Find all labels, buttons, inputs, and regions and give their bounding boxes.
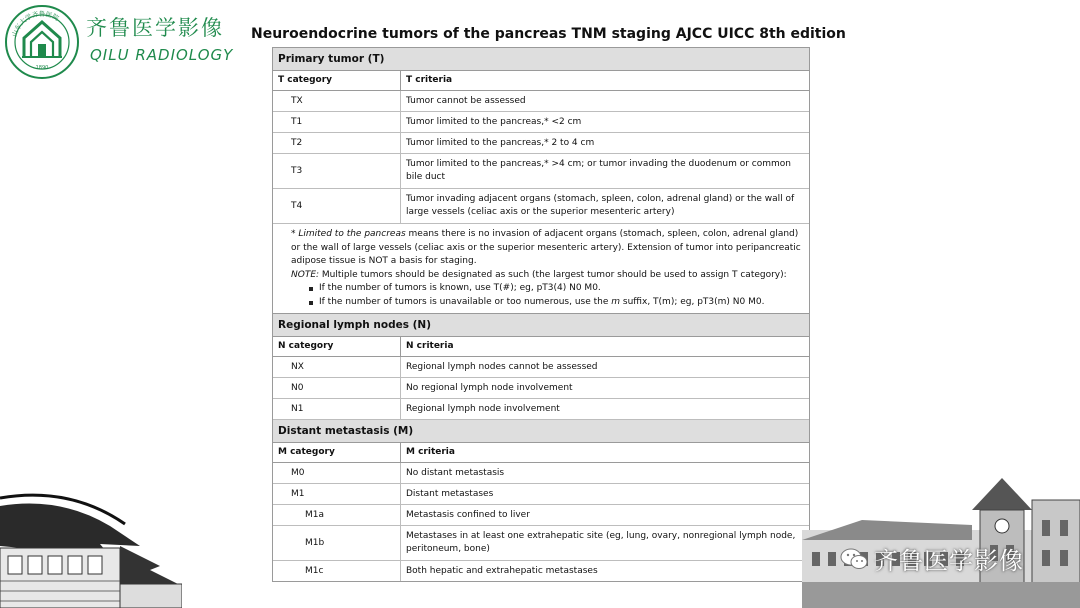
column-header-criteria: M criteria xyxy=(406,447,455,457)
note-text: Multiple tumors should be designated as such (the largest tumor should be used to assign T category): xyxy=(319,269,787,280)
table-row xyxy=(273,561,809,581)
footnote-paragraph xyxy=(291,228,804,269)
building-sketch-left xyxy=(0,486,182,608)
column-header-criteria: T criteria xyxy=(406,75,453,85)
column-header-criteria: N criteria xyxy=(406,341,454,351)
criteria-cell: No distant metastasis xyxy=(406,467,505,478)
seal-text: 山东大学齐鲁医院 xyxy=(10,9,61,38)
category-cell: M1b xyxy=(273,526,401,560)
watermark-text: 齐鲁医学影像 xyxy=(874,547,1024,575)
column-header-row xyxy=(273,443,809,463)
logo-name-en: QILU RADIOLOGY xyxy=(90,46,234,64)
category-cell: TX xyxy=(273,91,401,111)
category-cell: N0 xyxy=(273,378,401,398)
category-cell: M1c xyxy=(273,561,401,581)
criteria-cell: Both hepatic and extrahepatic metastases xyxy=(406,565,598,576)
table-row xyxy=(273,484,809,505)
criteria-cell: Metastases in at least one extrahepatic site (eg, lung, ovary, nonregional lymph node, peritoneum, bone) xyxy=(406,531,796,554)
criteria-cell: Metastasis confined to liver xyxy=(406,509,530,520)
hospital-seal-icon xyxy=(4,4,80,80)
logo xyxy=(0,0,240,84)
table-row xyxy=(273,154,809,189)
column-header-category: T category xyxy=(273,71,401,90)
page-title: Neuroendocrine tumors of the pancreas TNM staging AJCC UICC 8th edition xyxy=(251,26,846,42)
footnote xyxy=(273,224,809,314)
criteria-cell: Tumor limited to the pancreas,* >4 cm; or tumor invading the duodenum or common bile duct xyxy=(406,159,791,182)
criteria-cell: Tumor limited to the pancreas,* <2 cm xyxy=(406,116,582,127)
table-row xyxy=(273,526,809,561)
criteria-cell: Regional lymph node involvement xyxy=(406,403,560,414)
category-cell: N1 xyxy=(273,399,401,419)
category-cell: M0 xyxy=(273,463,401,483)
list-item xyxy=(319,296,804,310)
criteria-cell: Tumor cannot be assessed xyxy=(406,95,526,106)
category-cell: T2 xyxy=(273,133,401,153)
watermark xyxy=(840,541,1024,576)
category-cell: NX xyxy=(273,357,401,377)
table-row xyxy=(273,112,809,133)
category-cell: M1a xyxy=(273,505,401,525)
list-item xyxy=(319,282,804,296)
tnm-table xyxy=(272,47,810,582)
section-heading-metastasis: Distant metastasis (M) xyxy=(273,420,809,443)
category-cell: M1 xyxy=(273,484,401,504)
column-header-row xyxy=(273,71,809,91)
footnote-italic: Limited to the pancreas xyxy=(298,229,406,239)
criteria-cell: Tumor limited to the pancreas,* 2 to 4 cm xyxy=(406,137,595,148)
logo-name-cn: 齐鲁医学影像 xyxy=(86,16,224,40)
section-heading-lymph-nodes: Regional lymph nodes (N) xyxy=(273,314,809,337)
criteria-cell: No regional lymph node involvement xyxy=(406,382,573,393)
note-label: NOTE: xyxy=(291,269,320,280)
criteria-cell: Regional lymph nodes cannot be assessed xyxy=(406,361,598,372)
category-cell: T4 xyxy=(273,189,401,223)
section-heading-primary-tumor: Primary tumor (T) xyxy=(273,48,809,71)
table-row xyxy=(273,189,809,224)
table-row xyxy=(273,505,809,526)
note-list xyxy=(291,282,804,309)
column-header-category: N category xyxy=(273,337,401,356)
table-row xyxy=(273,378,809,399)
table-row xyxy=(273,399,809,420)
table-row xyxy=(273,91,809,112)
category-cell: T1 xyxy=(273,112,401,132)
wechat-icon xyxy=(840,547,868,571)
category-cell: T3 xyxy=(273,154,401,188)
table-row xyxy=(273,357,809,378)
footnote-text: means there is no invasion of adjacent organs (stomach, spleen, colon, adrenal gland) or the wall of large vessels (celiac axis or the superior mesenteric artery). Extension of tumor into peripancreatic adipose tissue is NOT a basis for staging. xyxy=(291,229,801,266)
table-row xyxy=(273,463,809,484)
note-paragraph xyxy=(291,269,804,283)
column-header-row xyxy=(273,337,809,357)
table-row xyxy=(273,133,809,154)
building-sketch-right xyxy=(802,470,1080,608)
footnote-star: * xyxy=(291,229,296,239)
list-item-italic: m xyxy=(611,296,621,307)
criteria-cell: Distant metastases xyxy=(406,488,494,499)
seal-year: 1890 xyxy=(35,65,49,71)
criteria-cell: Tumor invading adjacent organs (stomach, spleen, colon, adrenal gland) or the wall of large vessels (celiac axis or the superior mesenteric artery) xyxy=(406,194,795,217)
list-item-text-b: suffix, T(m); eg, pT3(m) N0 M0. xyxy=(620,296,765,307)
list-item-text-a: If the number of tumors is unavailable or too numerous, use the xyxy=(319,296,612,307)
list-item-text: If the number of tumors is known, use T(#); eg, pT3(4) N0 M0. xyxy=(319,283,601,293)
column-header-category: M category xyxy=(273,443,401,462)
